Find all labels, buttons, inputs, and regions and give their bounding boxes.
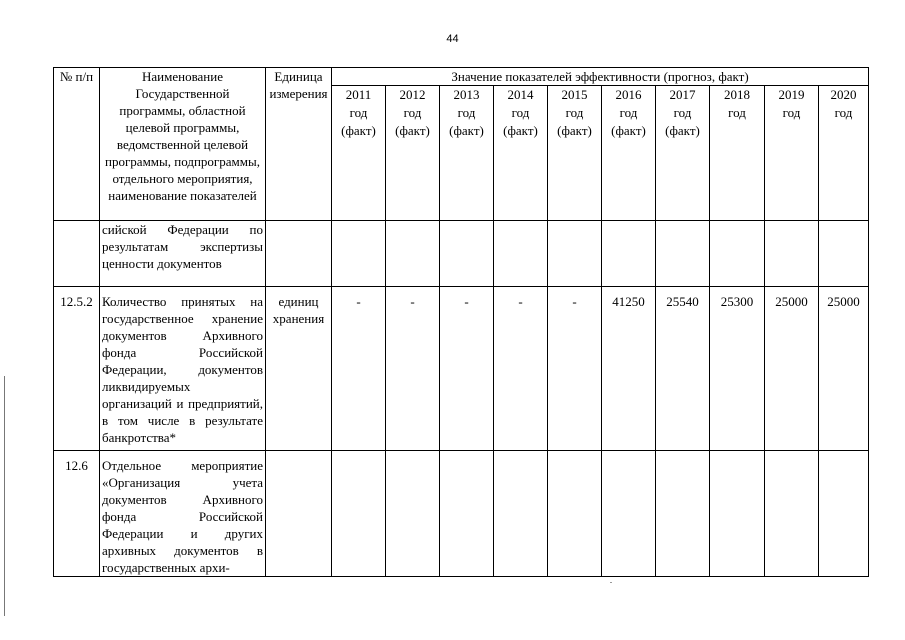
scan-margin-line bbox=[4, 376, 5, 616]
value-2013 bbox=[440, 221, 494, 287]
value-2020 bbox=[819, 451, 869, 577]
table-row bbox=[54, 451, 869, 577]
year-note: (факт) bbox=[449, 123, 484, 138]
value-2020: 25000 bbox=[819, 287, 869, 451]
year-note: (факт) bbox=[503, 123, 538, 138]
year-header-2017 bbox=[656, 86, 710, 221]
year-unit: год bbox=[565, 105, 584, 120]
year-unit: год bbox=[782, 105, 801, 120]
value-2014 bbox=[494, 221, 548, 287]
value-2015 bbox=[548, 221, 602, 287]
year-unit: год bbox=[511, 105, 530, 120]
value-2013: - bbox=[440, 287, 494, 451]
value-2011: - bbox=[332, 287, 386, 451]
row-number: 12.6 bbox=[54, 451, 100, 577]
header-unit: Единица измерения bbox=[266, 68, 332, 221]
year-note: (факт) bbox=[395, 123, 430, 138]
year-unit: год bbox=[457, 105, 476, 120]
value-2012 bbox=[386, 221, 440, 287]
value-2017 bbox=[656, 451, 710, 577]
indicator-name: Отдельное мероприятие «Организация учета документов Архивного фонда Российской Федерации и других архивных документов в государственных архи- bbox=[100, 451, 266, 577]
value-2013 bbox=[440, 451, 494, 577]
value-2019 bbox=[765, 221, 819, 287]
year-note: (факт) bbox=[665, 123, 700, 138]
scan-speck bbox=[610, 582, 612, 583]
year-note: (факт) bbox=[611, 123, 646, 138]
value-2016 bbox=[602, 451, 656, 577]
value-2020 bbox=[819, 221, 869, 287]
year-label: 2012 bbox=[399, 87, 426, 102]
value-2015: - bbox=[548, 287, 602, 451]
row-number bbox=[54, 221, 100, 287]
year-label: 2011 bbox=[345, 87, 372, 102]
value-2015 bbox=[548, 451, 602, 577]
value-2016: 41250 bbox=[602, 287, 656, 451]
year-unit: год bbox=[349, 105, 368, 120]
year-label: 2013 bbox=[453, 87, 480, 102]
unit-cell: единиц хранения bbox=[266, 287, 332, 451]
year-label: 2016 bbox=[615, 87, 642, 102]
indicator-name: сийской Федерации по результатам экспертизы ценности документов bbox=[100, 221, 266, 287]
value-2018: 25300 bbox=[710, 287, 765, 451]
page-number: 44 bbox=[446, 33, 459, 45]
value-2019: 25000 bbox=[765, 287, 819, 451]
header-num: № п/п bbox=[54, 68, 100, 221]
header-name: Наименование Государственной программы, областной целевой программы, ведомственной целевой программы, подпрограммы, отдельного мероприятия, наименование показателей bbox=[100, 68, 266, 221]
value-2019 bbox=[765, 451, 819, 577]
value-2017: 25540 bbox=[656, 287, 710, 451]
year-header-2016 bbox=[602, 86, 656, 221]
year-label: 2017 bbox=[669, 87, 696, 102]
unit-cell bbox=[266, 221, 332, 287]
year-unit: год bbox=[728, 105, 746, 120]
value-2014 bbox=[494, 451, 548, 577]
value-2012 bbox=[386, 451, 440, 577]
row-number: 12.5.2 bbox=[54, 287, 100, 451]
year-label: 2018 bbox=[724, 87, 750, 102]
value-2012: - bbox=[386, 287, 440, 451]
year-header-2018 bbox=[710, 86, 765, 221]
value-2016 bbox=[602, 221, 656, 287]
year-label: 2014 bbox=[507, 87, 534, 102]
year-header-2020 bbox=[819, 86, 869, 221]
header-row-1 bbox=[54, 68, 869, 86]
table-row bbox=[54, 287, 869, 451]
year-label: 2015 bbox=[561, 87, 588, 102]
year-header-2011 bbox=[332, 86, 386, 221]
year-unit: год bbox=[619, 105, 638, 120]
value-2011 bbox=[332, 451, 386, 577]
value-2018 bbox=[710, 221, 765, 287]
value-2014: - bbox=[494, 287, 548, 451]
year-header-2015 bbox=[548, 86, 602, 221]
year-unit: год bbox=[834, 105, 853, 120]
year-label: 2019 bbox=[778, 87, 805, 102]
table-row bbox=[54, 221, 869, 287]
year-label: 2020 bbox=[830, 87, 857, 102]
year-note: (факт) bbox=[557, 123, 592, 138]
year-note: (факт) bbox=[341, 123, 376, 138]
year-header-2019 bbox=[765, 86, 819, 221]
value-2018 bbox=[710, 451, 765, 577]
efficiency-indicators-table bbox=[53, 67, 869, 577]
year-header-2012 bbox=[386, 86, 440, 221]
unit-cell bbox=[266, 451, 332, 577]
year-unit: год bbox=[673, 105, 692, 120]
header-values-group: Значение показателей эффективности (прогноз, факт) bbox=[332, 68, 869, 86]
year-unit: год bbox=[403, 105, 422, 120]
value-2017 bbox=[656, 221, 710, 287]
indicator-name: Количество принятых на государственное хранение документов Архивного фонда Российской Федерации, документов ликвидируемых организаций и предприятий, в том числе в результате банкротства* bbox=[100, 287, 266, 451]
year-header-2013 bbox=[440, 86, 494, 221]
value-2011 bbox=[332, 221, 386, 287]
year-header-2014 bbox=[494, 86, 548, 221]
